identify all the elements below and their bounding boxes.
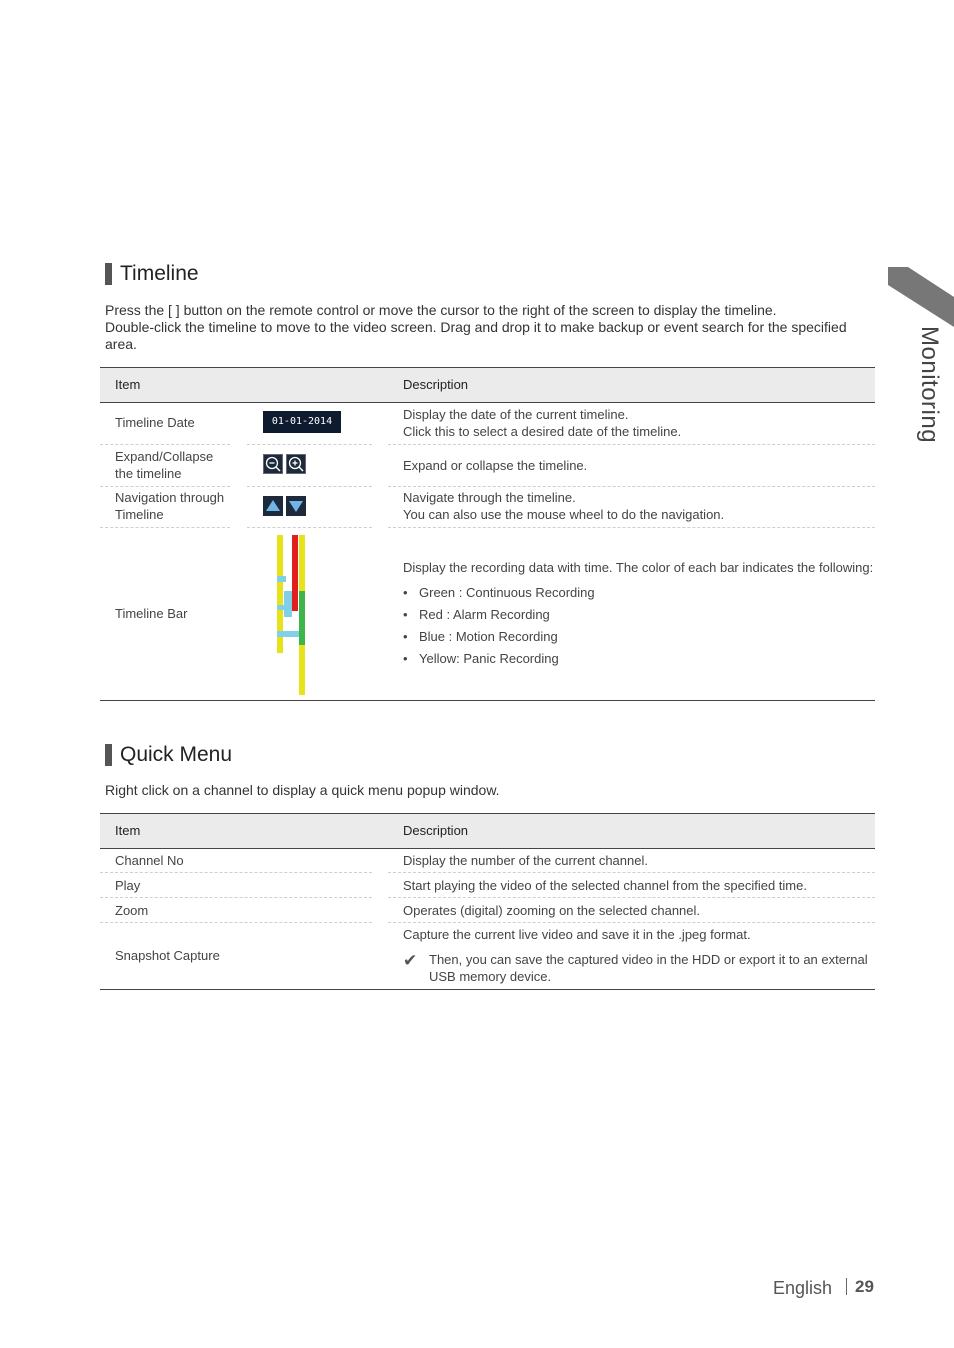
heading-marker [105,263,112,285]
row-desc-snapshot-capture: Capture the current live video and save it in the .jpeg format. [403,927,751,942]
row-divider [388,527,875,528]
quick-menu-heading [105,743,232,767]
zoom-in-icon [286,454,306,474]
yellow-bar [299,535,305,591]
blue-bar [277,605,284,610]
arrow-up-icon [263,496,283,516]
desc-line: Click this to select a desired date of the timeline. [403,424,682,439]
item-label: Timeline Bar [115,606,188,621]
column-header-item: Item [115,823,141,838]
footer-language: English [773,1278,833,1298]
list-item: • Yellow: Panic Recording [403,650,595,672]
row-divider [247,527,372,528]
item-label: Expand/Collapse [115,449,214,464]
row-desc-zoom: Operates (digital) zooming on the selected channel. [403,903,701,918]
note-line: USB memory device. [429,969,552,984]
green-bar [299,591,305,645]
timeline-intro-line-3: area. [105,336,137,352]
row-divider [247,444,372,445]
blue-bar [277,631,299,637]
row-divider [388,486,875,487]
blue-bar [284,591,292,617]
timeline-bar-color-list [403,584,595,672]
row-item-navigation [115,489,224,523]
desc-line: Display the recording data with time. The color of each bar indicates the following: [403,560,874,575]
quick-menu-intro: Right click on a channel to display a quick menu popup window. [105,782,500,798]
row-divider [388,897,875,898]
timeline-intro-line-1: Press the [ ] button on the remote control or move the cursor to the right of the screen to display the timeline. [105,302,777,318]
page-number: 29 [855,1277,874,1296]
row-divider [100,486,230,487]
row-item-channel-no: Channel No [115,853,184,868]
item-label: the timeline [115,466,182,481]
item-label: Timeline Date [115,415,195,430]
row-item-timeline-date [115,414,195,431]
blue-bar [277,576,286,582]
timeline-intro-line-2: Double-click the timeline to move to the video screen. Drag and drop it to make backup or event search for the specified [105,319,847,335]
checkmark-icon: ✔ [403,951,418,970]
quick-menu-heading-text: Quick Menu [120,743,233,766]
row-desc-expand-collapse [403,457,587,474]
list-item: • Blue : Motion Recording [403,628,595,650]
timeline-date-badge: 01-01-2014 [263,411,341,433]
row-divider [100,444,230,445]
row-item-expand-collapse [115,448,213,482]
column-header-item: Item [115,377,141,392]
note-line: Then, you can save the captured video in the HDD or export it to an external [429,952,868,967]
timeline-heading [105,262,199,286]
desc-line: You can also use the mouse wheel to do the navigation. [403,507,725,522]
desc-line: Navigate through the timeline. [403,490,576,505]
row-item-play: Play [115,878,141,893]
row-desc-navigation [403,489,724,523]
row-divider [388,444,875,445]
chapter-tab-label: Monitoring [916,326,943,444]
row-divider [247,486,372,487]
row-desc-timeline-date [403,406,681,440]
row-item-timeline-bar [115,605,187,622]
timeline-bar-graphic [272,533,312,699]
heading-marker [105,744,112,766]
row-divider [388,872,875,873]
desc-line: Expand or collapse the timeline. [403,458,588,473]
row-divider [388,922,875,923]
timeline-table-end [100,700,875,701]
desc-line: Display the date of the current timeline. [403,407,629,422]
item-label: Timeline [115,507,164,522]
row-divider [100,897,372,898]
chapter-tab-shape [888,267,954,327]
row-divider [100,922,372,923]
row-desc-play: Start playing the video of the selected channel from the specified time. [403,878,807,893]
quick-menu-table-header [100,813,875,849]
row-divider [100,527,230,528]
row-divider [100,872,372,873]
row-item-zoom: Zoom [115,903,149,918]
red-bar [292,535,298,611]
footer-separator [846,1278,847,1295]
timeline-heading-text: Timeline [120,262,199,285]
item-label: Navigation through [115,490,225,505]
column-header-description: Description [403,823,469,838]
column-header-description: Description [403,377,469,392]
row-desc-timeline-bar [403,559,873,576]
yellow-bar [299,645,305,695]
zoom-out-icon [263,454,283,474]
list-item: • Green : Continuous Recording [403,584,595,606]
timeline-intro [105,302,880,353]
snapshot-note [429,951,868,985]
row-desc-channel-no: Display the number of the current channel. [403,853,648,868]
arrow-down-icon [286,496,306,516]
timeline-table-header [100,367,875,403]
list-item: • Red : Alarm Recording [403,606,595,628]
quick-menu-table-end [100,989,875,990]
row-item-snapshot-capture: Snapshot Capture [115,948,220,963]
